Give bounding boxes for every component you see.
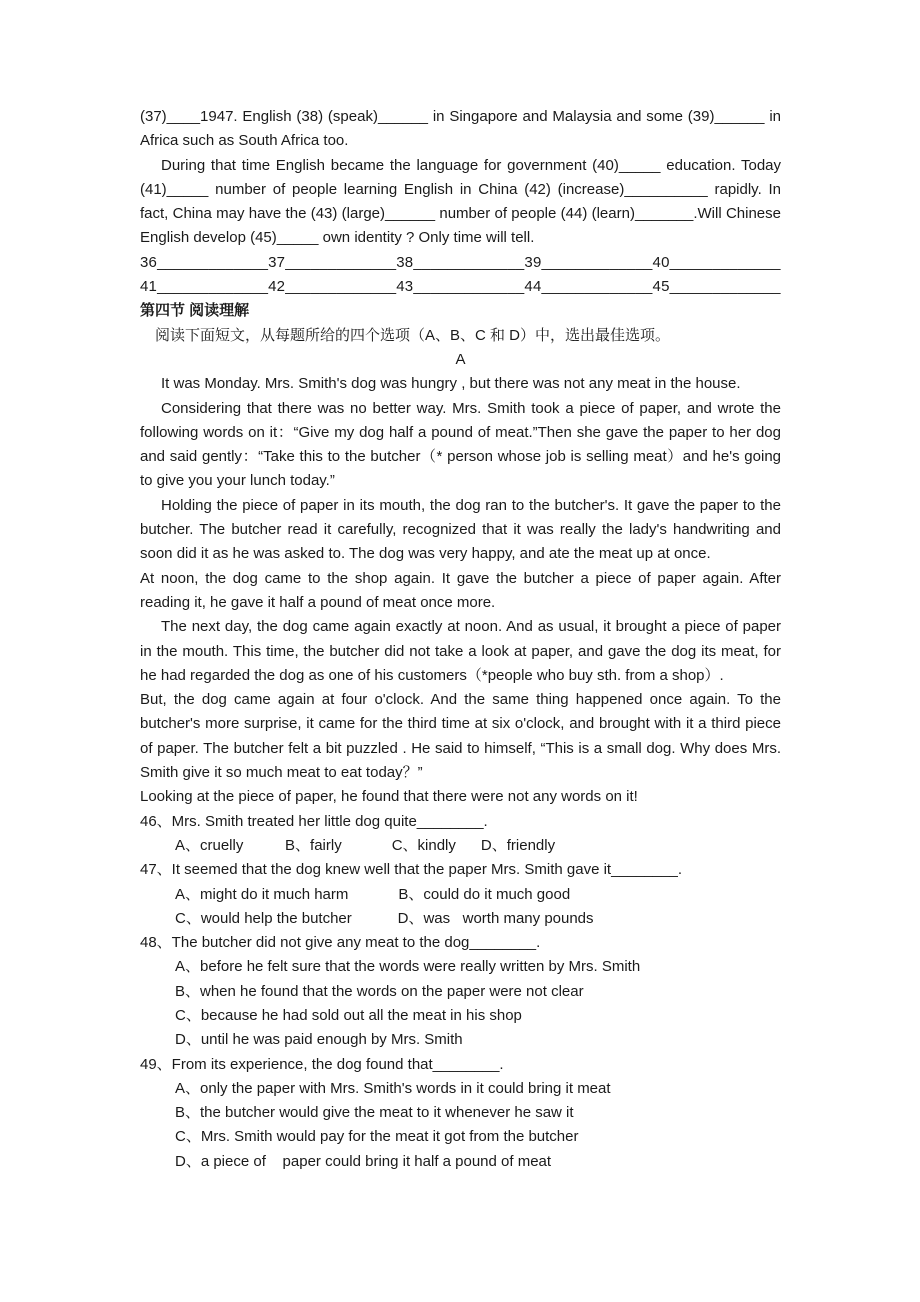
question-48-option-c: C、because he had sold out all the meat in his shop: [175, 1006, 522, 1024]
passage-paragraph-2: Considering that there was no better way. Mrs. Smith took a piece of paper, and wrote the following words on it：“Give my dog half a pound of meat.”Then she gave the paper to her dog and said gently：“Take this to the butcher（* person whose job is selling meat）and he's going to give you your lunch today.”: [140, 399, 781, 490]
section-instructions: 阅读下面短文，从每题所给的四个选项（A、B、C 和 D）中，选出最佳选项。: [155, 326, 671, 344]
passage-paragraph-6: But, the dog came again at four o'clock. And the same thing happened once again. To the butcher's more surprise, it came for the third time at six o'clock, and brought with it a third piece of paper. The butcher felt a bit puzzled . He said to himself, “This is a small dog. Why does Mrs. Smith give it so much meat to eat today？”: [140, 691, 781, 782]
passage-paragraph-3: Holding the piece of paper in its mouth, the dog ran to the butcher's. It gave the paper to the butcher. The butcher read it carefully, recognized that it was really the lady's handwriting and soon did it as he was asked to. The dog was very happy, and ate the meat up at once.: [140, 496, 781, 563]
answer-blanks-row-1: 36_____________37_____________38_____________39_____________40_____________: [140, 253, 781, 271]
question-47-options-row-2: C、would help the butcher D、was worth many pounds: [175, 909, 594, 927]
passage-paragraph-1: It was Monday. Mrs. Smith's dog was hungry , but there was not any meat in the house.: [161, 375, 741, 393]
question-46-stem: 46、Mrs. Smith treated her little dog quite________.: [140, 812, 488, 830]
question-49-option-b: B、the butcher would give the meat to it whenever he saw it: [175, 1104, 574, 1122]
question-49-option-c: C、Mrs. Smith would pay for the meat it got from the butcher: [175, 1128, 579, 1146]
question-49-stem: 49、From its experience, the dog found that________.: [140, 1055, 504, 1073]
section-heading: 第四节 阅读理解: [140, 302, 250, 320]
question-48-option-d: D、until he was paid enough by Mrs. Smith: [175, 1031, 463, 1049]
passage-paragraph-5: The next day, the dog came again exactly at noon. And as usual, it brought a piece of paper in the mouth. This time, the butcher did not take a look at paper, and gave the dog its meat, for he had regarded the dog as one of his customers（*people who buy sth. from a shop）.: [140, 618, 781, 684]
question-49-option-a: A、only the paper with Mrs. Smith's words in it could bring it meat: [175, 1079, 611, 1097]
question-46-options-row: A、cruelly B、fairly C、kindly D、friendly: [175, 836, 556, 854]
answer-blanks-row-2: 41_____________42_____________43_____________44_____________45_____________: [140, 278, 781, 296]
question-49-option-d: D、a piece of paper could bring it half a pound of meat: [175, 1152, 552, 1170]
question-47-stem: 47、It seemed that the dog knew well that the paper Mrs. Smith gave it________.: [140, 861, 682, 879]
question-48-stem: 48、The butcher did not give any meat to the dog________.: [140, 934, 541, 952]
passage-paragraph-7: Looking at the piece of paper, he found that there were not any words on it!: [140, 788, 638, 806]
passage-label: A: [455, 350, 466, 368]
cloze-paragraph-continuation: (37)____1947. English (38) (speak)______ in Singapore and Malaysia and some (39)______ in Africa such as South Africa too.: [140, 108, 781, 150]
document-body: [140, 105, 781, 1174]
question-48-option-b: B、when he found that the words on the paper were not clear: [175, 982, 584, 1000]
passage-paragraph-4: At noon, the dog came to the shop again. It gave the butcher a piece of paper again. After reading it, he gave it half a pound of meat once more.: [140, 569, 781, 611]
question-48-option-a: A、before he felt sure that the words were really written by Mrs. Smith: [175, 958, 641, 976]
question-47-options-row-1: A、might do it much harm B、could do it much good: [175, 885, 571, 903]
cloze-paragraph: During that time English became the language for government (40)_____ education. Today (41)_____ number of people learning English in China (42) (increase)__________ rapidly. In fact, China may have the (43) (large)______ number of people (44) (learn)_______.Will Chinese English develop (45)_____ own identity ? Only time will tell.: [140, 156, 781, 247]
